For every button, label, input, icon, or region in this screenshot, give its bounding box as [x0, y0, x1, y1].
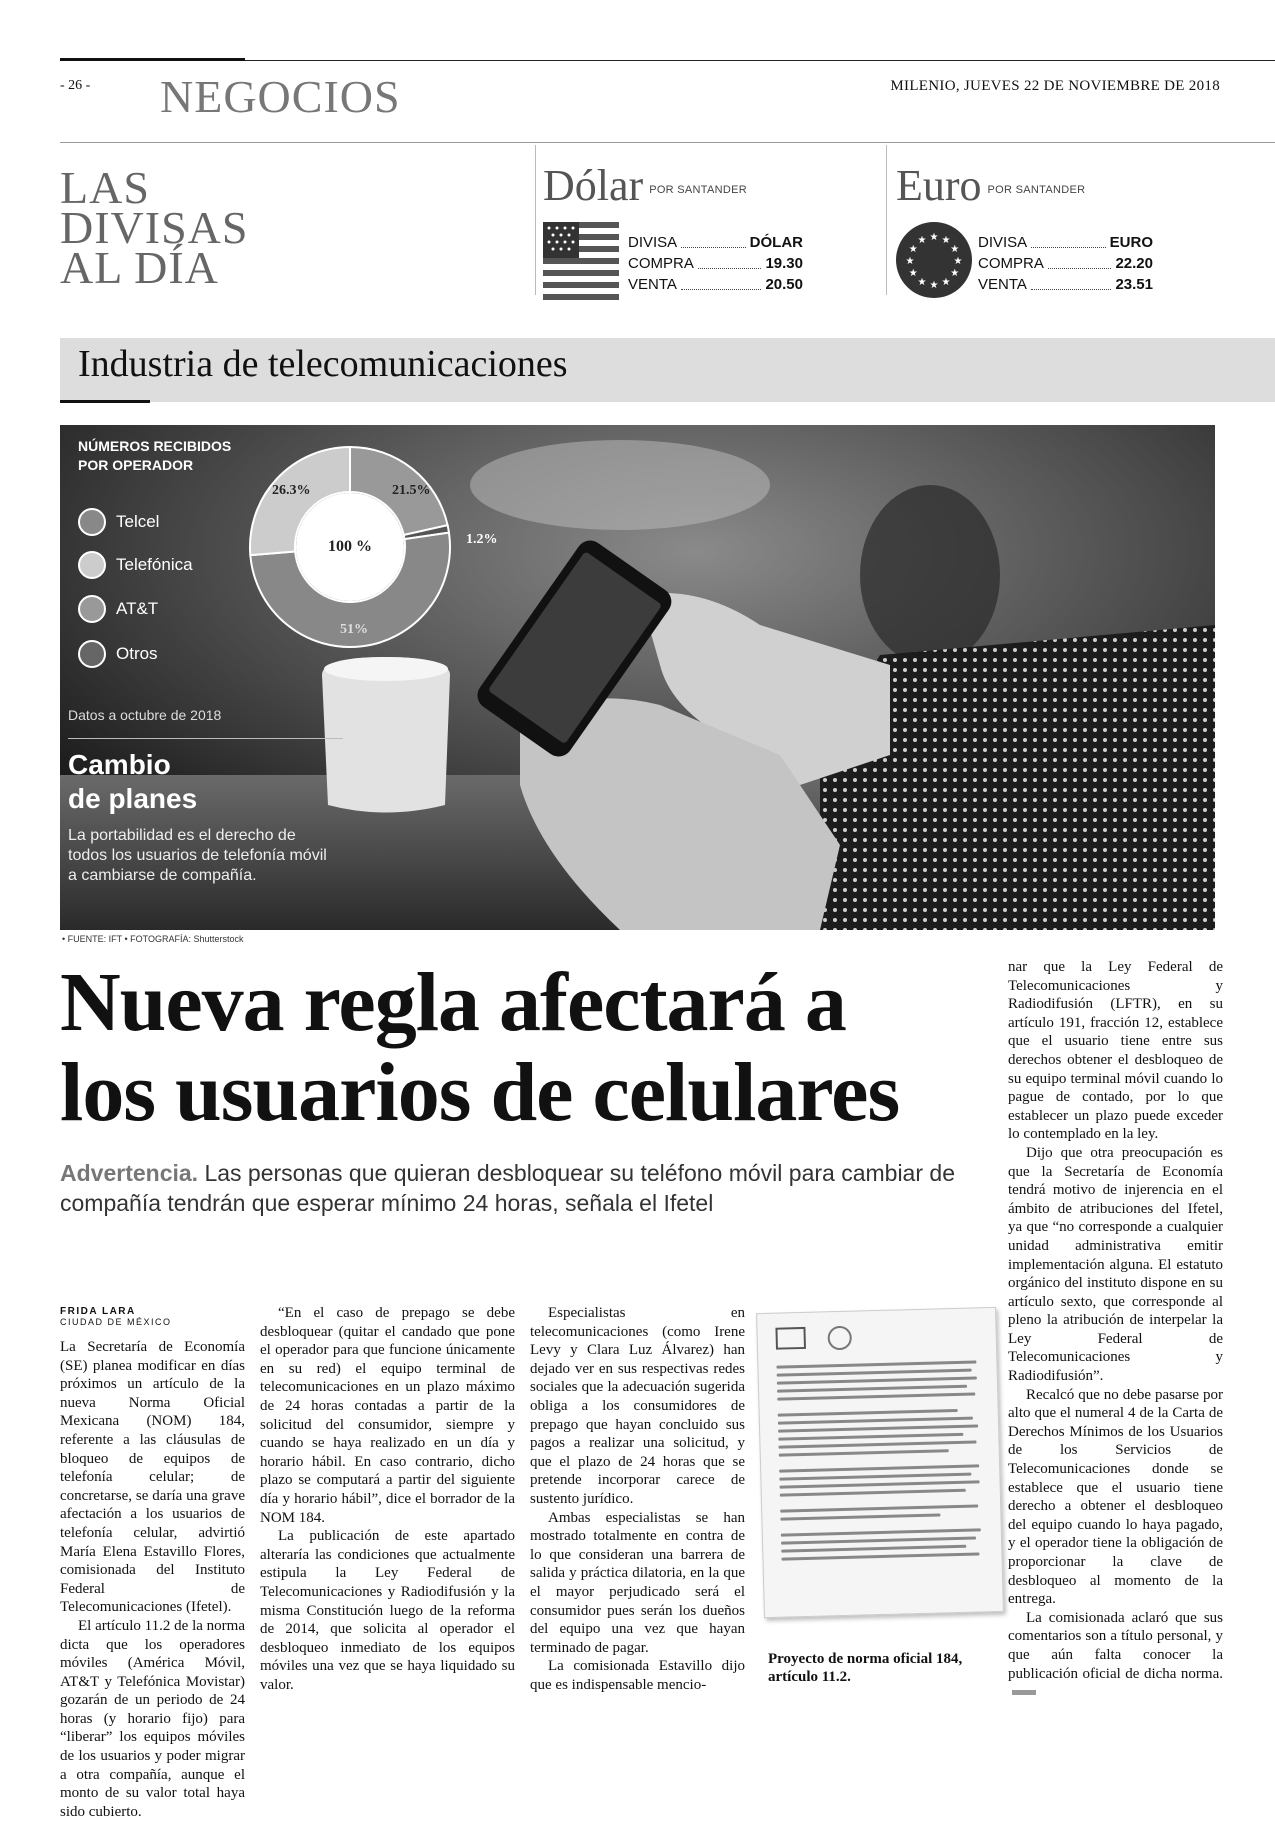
dollar-title: Dólar POR SANTANDER [543, 161, 748, 210]
body-column-4 [1008, 958, 1223, 1702]
eu-flag-icon [896, 222, 972, 298]
eu-star-icon: ★ [929, 280, 939, 291]
eu-star-icon: ★ [917, 235, 927, 247]
paragraph: La Secretaría de Economía (SE) planea modificar en días próximos un artículo de la nueva Norma Oficial Mexicana (NOM) 184, referente a las cláusulas de bloqueo de equipos de telefonía celular; de concretarse, se daría una grave afectación a los usuarios de telefonía celular, advirtió María Elena Estavillo Flores, comisionada del Instituto Federal de Telecomunicaciones (Ifetel). [60, 1339, 245, 1616]
document-caption: Proyecto de norma oficial 184, artículo 11.2. [768, 1651, 963, 1685]
deck-text: Las personas que quieran desbloquear su teléfono móvil para cambiar de compañía tendrán que esperar mínimo 24 horas, señala el Ifetel [60, 1160, 955, 1216]
paragraph: Especialistas en telecomunicaciones (como Irene Levy y Clara Luz Álvarez) han dejado ver en sus respectivas redes sociales que la adecuación sugerida obliga a los consumidores de prepago que hayan concluido sus pagos a realizar una solicitud, y que el plazo de 24 horas que se pretende incorporar carece de sustento jurídico. [530, 1305, 745, 1507]
paragraph: Dijo que otra preocupación es que la Secretaría de Economía tendrá motivo de injerencia en el ámbito de atribuciones del Ifetel, ya que “no corresponde a cualquier unidad administrativa emitir implementación alguna. El estatuto orgánico del instituto dispone en su artículo sexto, que corresponde al pleno la atribución de interpelar la Ley Federal de Telecomunicaciones y Radiodifusión”. [1008, 1144, 1223, 1385]
paragraph: La publicación de este apartado alteraría las condiciones que actualmente estipula la Ley Federal de Telecomunicaciones y Radiodifusión y la misma Constitución luego de la reforma de 2014, que solicita al operador el desbloqueo inmediato de los equipos móviles una vez que se haya liquidado su valor. [260, 1528, 515, 1693]
legend-item-telcel: Telcel [78, 508, 159, 536]
dollar-row-venta: VENTA 20.50 [628, 276, 803, 293]
legend-swatch [78, 640, 106, 668]
byline-place: CIUDAD DE MÉXICO [60, 1317, 172, 1327]
legend-swatch [78, 508, 106, 536]
dollar-row-divisa: DIVISA DÓLAR [628, 234, 803, 251]
body-column-3 [530, 1304, 745, 1694]
euro-title: Euro POR SANTANDER [896, 161, 1086, 210]
data-note: Datos a octubre de 2018 [68, 707, 222, 723]
legend-swatch [78, 595, 106, 623]
paragraph: La comisionada aclaró que sus comentarios son a título personal, y que aún falta conocer la publicación oficial de dicha norma. [1008, 1609, 1223, 1702]
page-number: - 26 - [60, 78, 91, 93]
paragraph: “En el caso de prepago se debe desbloquear (quitar el candado que pone el operador para que funcione únicamente en su red) el equipo terminal de telecomunicaciones en un plazo máximo de 24 horas contadas a partir de la solicitud del consumidor, siempre y cuando se haya realizado en un día y horario hábil. En caso contrario, dicho plazo se computará a partir del siguiente día y horario hábil”, dice el borrador de la NOM 184. [260, 1305, 515, 1526]
byline [60, 1306, 172, 1327]
infographic-title: NÚMEROS RECIBIDOS POR OPERADOR [78, 438, 232, 473]
euro-row-compra: COMPRA 22.20 [978, 255, 1153, 272]
paragraph: nar que la Ley Federal de Telecomunicaciones y Radiodifusión (LFTR), en su artículo 191, fracción 12, establece que el usuario tiene entre sus derechos obtener el desbloqueo de su equipo terminal móvil cuando lo pague de contado, por lo que establecer un plazo puede exceder lo contemplado en la ley. [1008, 959, 1223, 1143]
eu-star-icon: ★ [908, 244, 918, 255]
legend-item-att: AT&T [78, 595, 158, 623]
byline-author: FRIDA LARA [60, 1306, 136, 1317]
pie-label-telcel: 51% [340, 622, 368, 637]
eu-star-icon: ★ [950, 244, 960, 255]
eu-star-icon: ★ [953, 256, 963, 267]
pie-label-att: 21.5% [392, 483, 431, 498]
body-column-2 [260, 1304, 515, 1694]
pie-label-otros: 1.2% [466, 532, 498, 547]
pie-center-label: 100 % [328, 538, 372, 555]
euro-rates [978, 232, 1153, 295]
end-mark-icon [1012, 1690, 1036, 1695]
us-flag-icon [543, 222, 619, 298]
dateline: MILENIO, JUEVES 22 DE NOVIEMBRE DE 2018 [890, 78, 1220, 94]
paragraph: El artículo 11.2 de la norma dicta que los operadores móviles (América Móvil, AT&T y Telefónica Movistar) gozarán de un periodo de 24 horas (y horario fijo) para “liberar” los equipos móviles de los usuarios y poder migrar a otra compañía, aunque el monto de su valor total haya sido cubierto. [60, 1617, 245, 1820]
paragraph: Recalcó que no debe pasarse por alto que el numeral 4 de la Carta de Derechos Mínimos de los Usuarios de los Servicios de Telecomunicaciones donde se establece que el usuario tiene derecho a obtener el desbloqueo del equipo cuando lo haya pagado, y el operador tiene la obligación de proporcionar la clave de desbloqueo al momento de la entrega. [1008, 1386, 1223, 1608]
cambio-title: Cambio de planes [68, 749, 198, 814]
eu-star-icon: ★ [908, 268, 918, 279]
headline: Nueva regla afectará a los usuarios de celulares [60, 956, 900, 1139]
eu-star-icon: ★ [929, 232, 939, 243]
eu-star-icon: ★ [941, 235, 951, 247]
deck [60, 1158, 985, 1218]
dollar-row-compra: COMPRA 19.30 [628, 255, 803, 272]
header-divider [60, 142, 1275, 143]
euro-row-venta: VENTA 23.51 [978, 276, 1153, 293]
eu-star-icon: ★ [917, 276, 927, 288]
legend-item-telefonica: Telefónica [78, 551, 193, 579]
eu-star-icon: ★ [941, 276, 951, 288]
deck-kicker: Advertencia. [60, 1160, 199, 1186]
dollar-rates [628, 232, 803, 295]
photo-credit: • FUENTE: IFT • FOTOGRAFÍA: Shutterstock [62, 934, 244, 944]
eu-star-icon: ★ [950, 268, 960, 279]
top-rule-accent [60, 58, 245, 61]
currency-divider [535, 145, 536, 295]
coat-of-arms-icon [827, 1326, 852, 1351]
paragraph: Ambas especialistas se han mostrado totalmente en contra de lo que consideran una barrera de salida y práctica dilatoria, en la que el mayor perjudicado será el consumidor pues serán los dueños del equipo una vez que hayan terminado de pagar. [530, 1509, 745, 1656]
pie-label-telefonica: 26.3% [272, 483, 311, 498]
draft-norm-document-image [756, 1307, 1004, 1618]
cambio-text: La portabilidad es el derecho de todos los usuarios de telefonía móvil a cambiarse de compañía. [68, 827, 327, 884]
seal-icon [775, 1327, 806, 1350]
section-title: NEGOCIOS [160, 71, 401, 122]
eu-star-icon: ★ [905, 256, 915, 267]
legend-item-otros: Otros [78, 640, 158, 668]
divisas-title: LAS DIVISAS AL DÍA [60, 162, 249, 293]
paragraph: La comisionada Estavillo dijo que es indispensable mencio- [530, 1658, 745, 1693]
legend-swatch [78, 551, 106, 579]
euro-row-divisa: DIVISA EURO [978, 234, 1153, 251]
industry-title: Industria de telecomunicaciones [78, 343, 568, 385]
note-rule [68, 738, 343, 739]
body-column-1 [60, 1338, 245, 1821]
currency-divider [886, 145, 887, 295]
